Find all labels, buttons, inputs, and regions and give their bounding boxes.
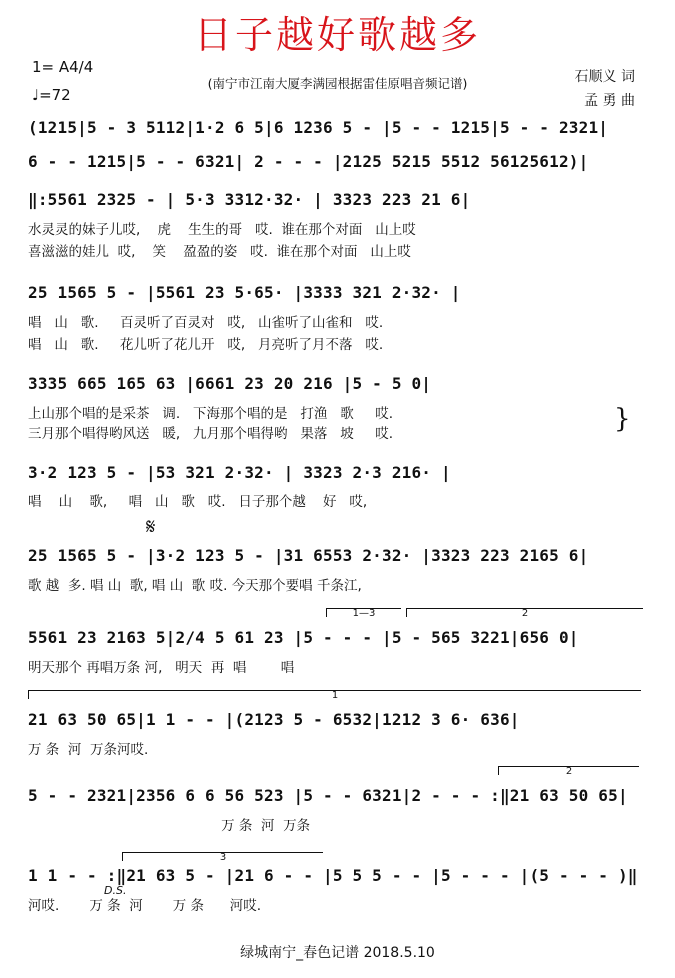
dal-segno-mark: D.S. (104, 884, 127, 897)
lyric-line: 唱 山 歌, 唱 山 歌 哎. 日子那个越 好 哎, (28, 494, 368, 510)
lyric-line: 水灵灵的妹子儿哎, 虎 生生的哥 哎. 谁在那个对面 山上哎 (28, 222, 416, 238)
lyric-line: 喜滋滋的娃儿 哎, 笑 盈盈的姿 哎. 谁在那个对面 山上哎 (28, 244, 411, 260)
score-row: ‖:5561 2325 - | 5·3 3312·32· | 3323 223 21 6| (28, 190, 471, 209)
segno-sign: 𝄋 (146, 515, 156, 540)
lyric-line: 河哎. 万 条 河 万 条 河哎. (28, 898, 262, 914)
transcription-source: (南宁市江南大厦李满园根据雷佳原唱音频记谱) (207, 76, 468, 91)
score-row: (1215|5 - 3 5112|1·2 6 5|6 1236 5 - |5 - - 1215|5 - - 2321| (28, 118, 609, 137)
volta-bracket: 3 (122, 852, 323, 861)
lyric-line: 三月那个唱得哟风送 暖, 九月那个唱得哟 果落 坡 哎. (28, 426, 394, 442)
tempo-marking: ♩=72 (32, 86, 71, 104)
transcriber-footer: 绿城南宁_春色记谱 2018.5.10 (240, 945, 435, 961)
score-row: 6 - - 1215|5 - - 6321| 2 - - - |2125 5215 5512 56125612)| (28, 152, 589, 171)
score-row: 25 1565 5 - |5561 23 5·65· |3333 321 2·32· | (28, 283, 461, 302)
lyricist-credit: 石顺义 词 (574, 69, 635, 85)
score-row: 21 63 50 65|1 1 - - |(2123 5 - 6532|1212 3 6· 636| (28, 710, 520, 729)
verse-brace: } (614, 404, 631, 434)
lyric-line: 上山那个唱的是采茶 调. 下海那个唱的是 打渔 歌 哎. (28, 406, 394, 422)
volta-bracket: 2 (498, 766, 639, 775)
score-row: 25 1565 5 - |3·2 123 5 - |31 6553 2·32· |3323 223 2165 6| (28, 546, 589, 565)
lyric-line: 唱 山 歌. 百灵听了百灵对 哎, 山雀听了山雀和 哎. (28, 315, 384, 331)
score-row: 3·2 123 5 - |53 321 2·32· | 3323 2·3 216· | (28, 463, 451, 482)
lyric-line: 万 条 河 万条河哎. (28, 742, 149, 758)
lyric-line: 歌 越 多. 唱 山 歌, 唱 山 歌 哎. 今天那个要唱 千条江, (28, 578, 362, 594)
volta-bracket: 1 (28, 690, 641, 699)
volta-bracket: 2 (406, 608, 643, 617)
key-signature: 1= A4/4 (32, 58, 94, 76)
score-row: 3335 665 165 63 |6661 23 20 216 |5 - 5 0| (28, 374, 432, 393)
composer-credit: 孟 勇 曲 (584, 93, 635, 109)
lyric-line: 明天那个 再唱万条 河, 明天 再 唱 唱 (28, 660, 295, 676)
lyric-line: 唱 山 歌. 花儿听了花儿开 哎, 月亮听了月不落 哎. (28, 337, 384, 353)
lyric-line: 万 条 河 万条 (28, 818, 311, 834)
score-row: 1 1 - - :‖21 63 5 - |21 6 - - |5 5 5 - - |5 - - - |(5 - - - )‖ (28, 866, 638, 885)
volta-bracket: 1—3 (326, 608, 401, 617)
song-title: 日子越好歌越多 (193, 13, 481, 57)
score-row: 5 - - 2321|2356 6 6 56 523 |5 - - 6321|2 - - - :‖21 63 50 65| (28, 786, 628, 805)
score-row: 5561 23 2163 5|2/4 5 61 23 |5 - - - |5 - 565 3221|656 0| (28, 628, 579, 647)
